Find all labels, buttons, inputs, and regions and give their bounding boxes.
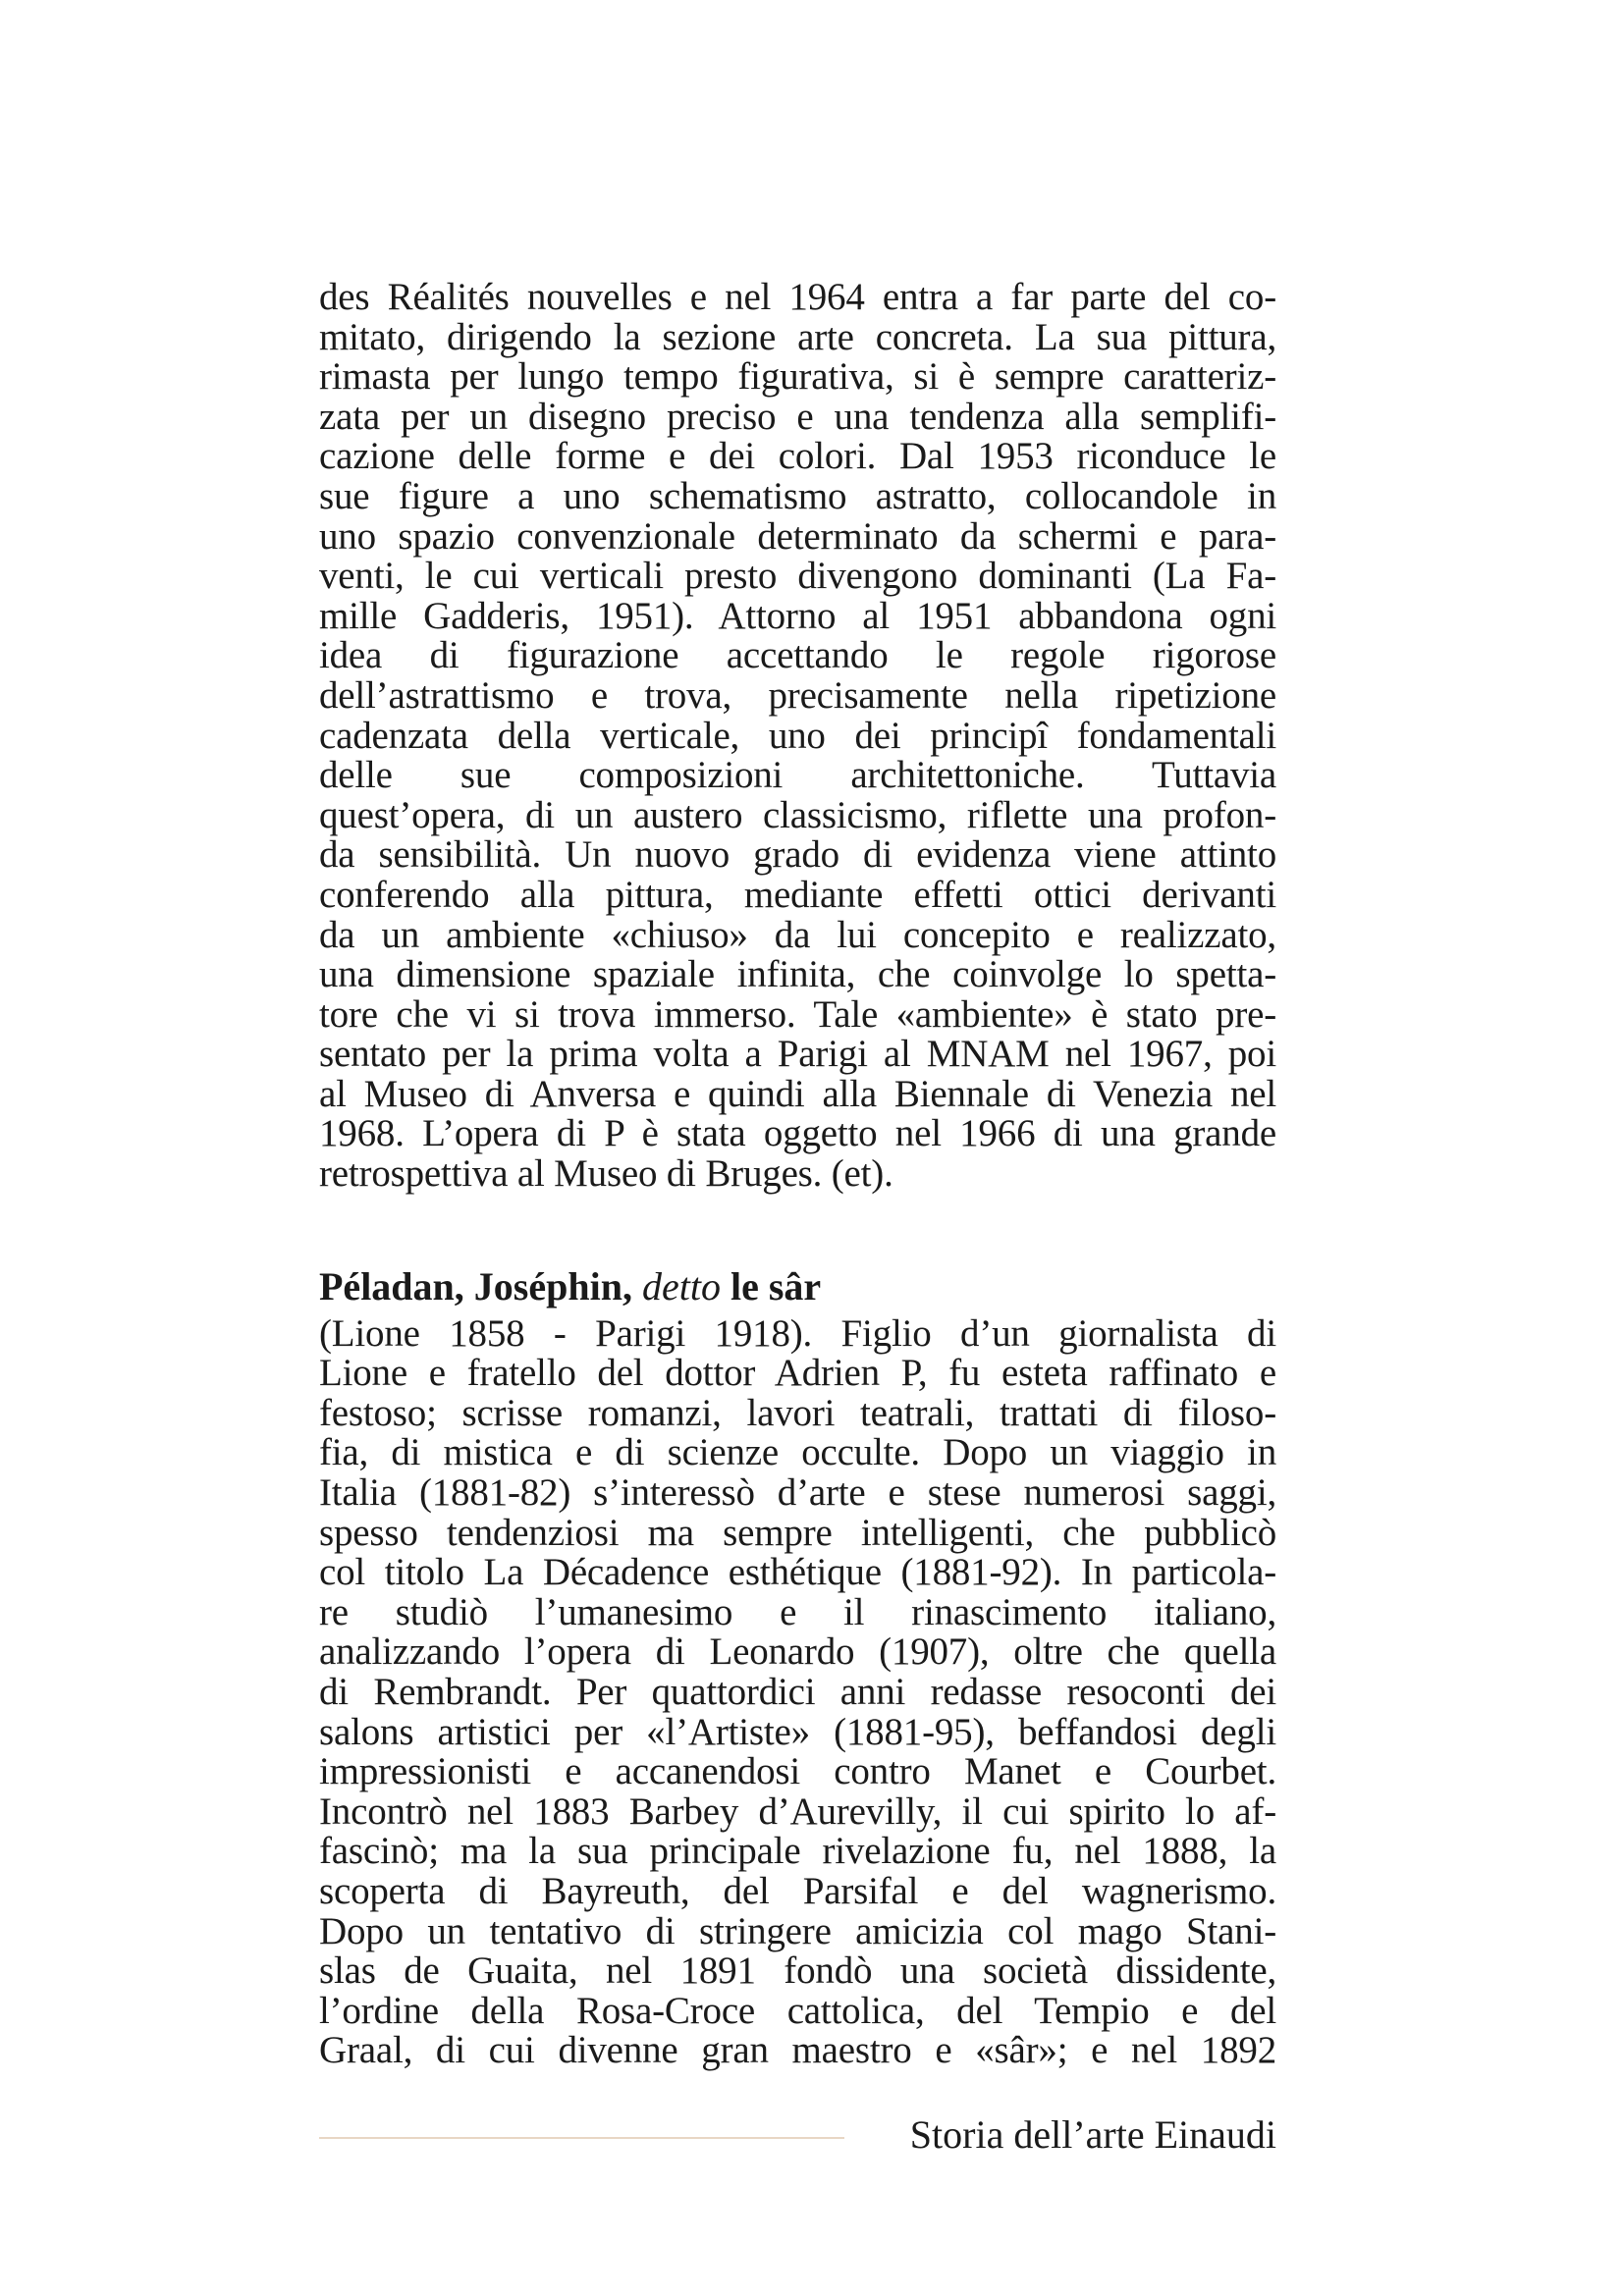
- text-line: Dopo un tentativo di stringere amicizia col mago Stani-: [319, 1909, 1276, 1952]
- text-line: fascinò; ma la sua principale rivelazione fu, nel 1888, la: [319, 1830, 1276, 1873]
- page-body: [319, 278, 1276, 2071]
- page-footer: [319, 2110, 1276, 2160]
- text-line: fia, di mistica e di scienze occulte. Dopo un viaggio in: [319, 1431, 1276, 1474]
- text-line: Graal, di cui divenne gran maestro e «sâr»; e nel 1892: [319, 2029, 1276, 2072]
- text-line: cadenzata della verticale, uno dei principî fondamentali: [319, 714, 1276, 757]
- text-line: rimasta per lungo tempo figurativa, si è sempre caratteriz-: [319, 355, 1276, 399]
- text-line: salons artistici per «l’Artiste» (1881-95), beffandosi degli: [319, 1710, 1276, 1753]
- text-line: sentato per la prima volta a Parigi al MNAM nel 1967, poi: [319, 1033, 1276, 1076]
- text-line: Incontrò nel 1883 Barbey d’Aurevilly, il cui spirito lo af-: [319, 1789, 1276, 1833]
- paragraph-continuation: [319, 278, 1276, 1195]
- entry-heading-detto: detto: [641, 1263, 721, 1308]
- text-line: scoperta di Bayreuth, del Parsifal e del wagnerismo.: [319, 1869, 1276, 1912]
- text-line: venti, le cui verticali presto divengono dominanti (La Fa-: [319, 555, 1276, 598]
- text-line: Italia (1881-82) s’interessò d’arte e stese numerosi saggi,: [319, 1471, 1276, 1515]
- text-line: conferendo alla pittura, mediante effetti ottici derivanti: [319, 873, 1276, 916]
- entry-heading: [319, 1265, 1276, 1308]
- text-line: des Réalités nouvelles e nel 1964 entra a far parte del co-: [319, 276, 1276, 318]
- text-line: 1968. L’opera di P è stata oggetto nel 1966 di una grande: [319, 1112, 1276, 1155]
- text-line: una dimensione spaziale infinita, che coinvolge lo spetta-: [319, 953, 1276, 996]
- text-line: zata per un disegno preciso e una tendenza alla semplifi-: [319, 395, 1276, 438]
- text-line: idea di figurazione accettando le regole rigorose: [319, 634, 1276, 677]
- entry-body: [319, 1311, 1276, 2072]
- text-line: festoso; scrisse romanzi, lavori teatrali, trattati di filoso-: [319, 1391, 1276, 1434]
- text-line: sue figure a uno schematismo astratto, collocandole in: [319, 474, 1276, 517]
- text-line: cazione delle forme e dei colori. Dal 1953 riconduce le: [319, 435, 1276, 478]
- footer-title: Storia dell’arte Einaudi: [909, 2112, 1276, 2157]
- text-line: col titolo La Décadence esthétique (1881-92). In particola-: [319, 1551, 1276, 1594]
- text-line: da un ambiente «chiuso» da lui concepito e realizzato,: [319, 913, 1276, 956]
- text-line: analizzando l’opera di Leonardo (1907), oltre che quella: [319, 1630, 1276, 1674]
- text-line: impressionisti e accanendosi contro Manet e Courbet.: [319, 1750, 1276, 1793]
- text-line: mille Gadderis, 1951). Attorno al 1951 abbandona ogni: [319, 594, 1276, 637]
- text-line: re studiò l’umanesimo e il rinascimento italiano,: [319, 1590, 1276, 1633]
- text-line: spesso tendenziosi ma sempre intelligenti, che pubblicò: [319, 1511, 1276, 1554]
- text-line: retrospettiva al Museo di Bruges. (et).: [319, 1152, 893, 1196]
- text-line: di Rembrandt. Per quattordici anni redasse resoconti dei: [319, 1671, 1276, 1713]
- entry-heading-name: Péladan, Joséphin,: [319, 1263, 642, 1308]
- text-line: Lione e fratello del dottor Adrien P, fu esteta raffinato e: [319, 1352, 1276, 1395]
- footer-rule: [319, 2137, 844, 2139]
- entry-heading-alias: le sâr: [720, 1263, 822, 1308]
- text-line: mitato, dirigendo la sezione arte concreta. La sua pittura,: [319, 315, 1276, 358]
- text-line: slas de Guaita, nel 1891 fondò una società dissidente,: [319, 1949, 1276, 1993]
- text-line: dell’astrattismo e trova, precisamente nella ripetizione: [319, 673, 1276, 717]
- text-line: uno spazio convenzionale determinato da schermi e para-: [319, 514, 1276, 558]
- text-line: da sensibilità. Un nuovo grado di evidenza viene attinto: [319, 833, 1276, 877]
- text-line: tore che vi si trova immerso. Tale «ambiente» è stato pre-: [319, 992, 1276, 1036]
- text-line: (Lione 1858 - Parigi 1918). Figlio d’un giornalista di: [319, 1311, 1276, 1355]
- text-line: delle sue composizioni architettoniche. Tuttavia: [319, 754, 1276, 797]
- text-line: al Museo di Anversa e quindi alla Biennale di Venezia nel: [319, 1072, 1276, 1115]
- text-line: l’ordine della Rosa-Croce cattolica, del Tempio e del: [319, 1989, 1276, 2032]
- text-line: quest’opera, di un austero classicismo, riflette una profon-: [319, 793, 1276, 836]
